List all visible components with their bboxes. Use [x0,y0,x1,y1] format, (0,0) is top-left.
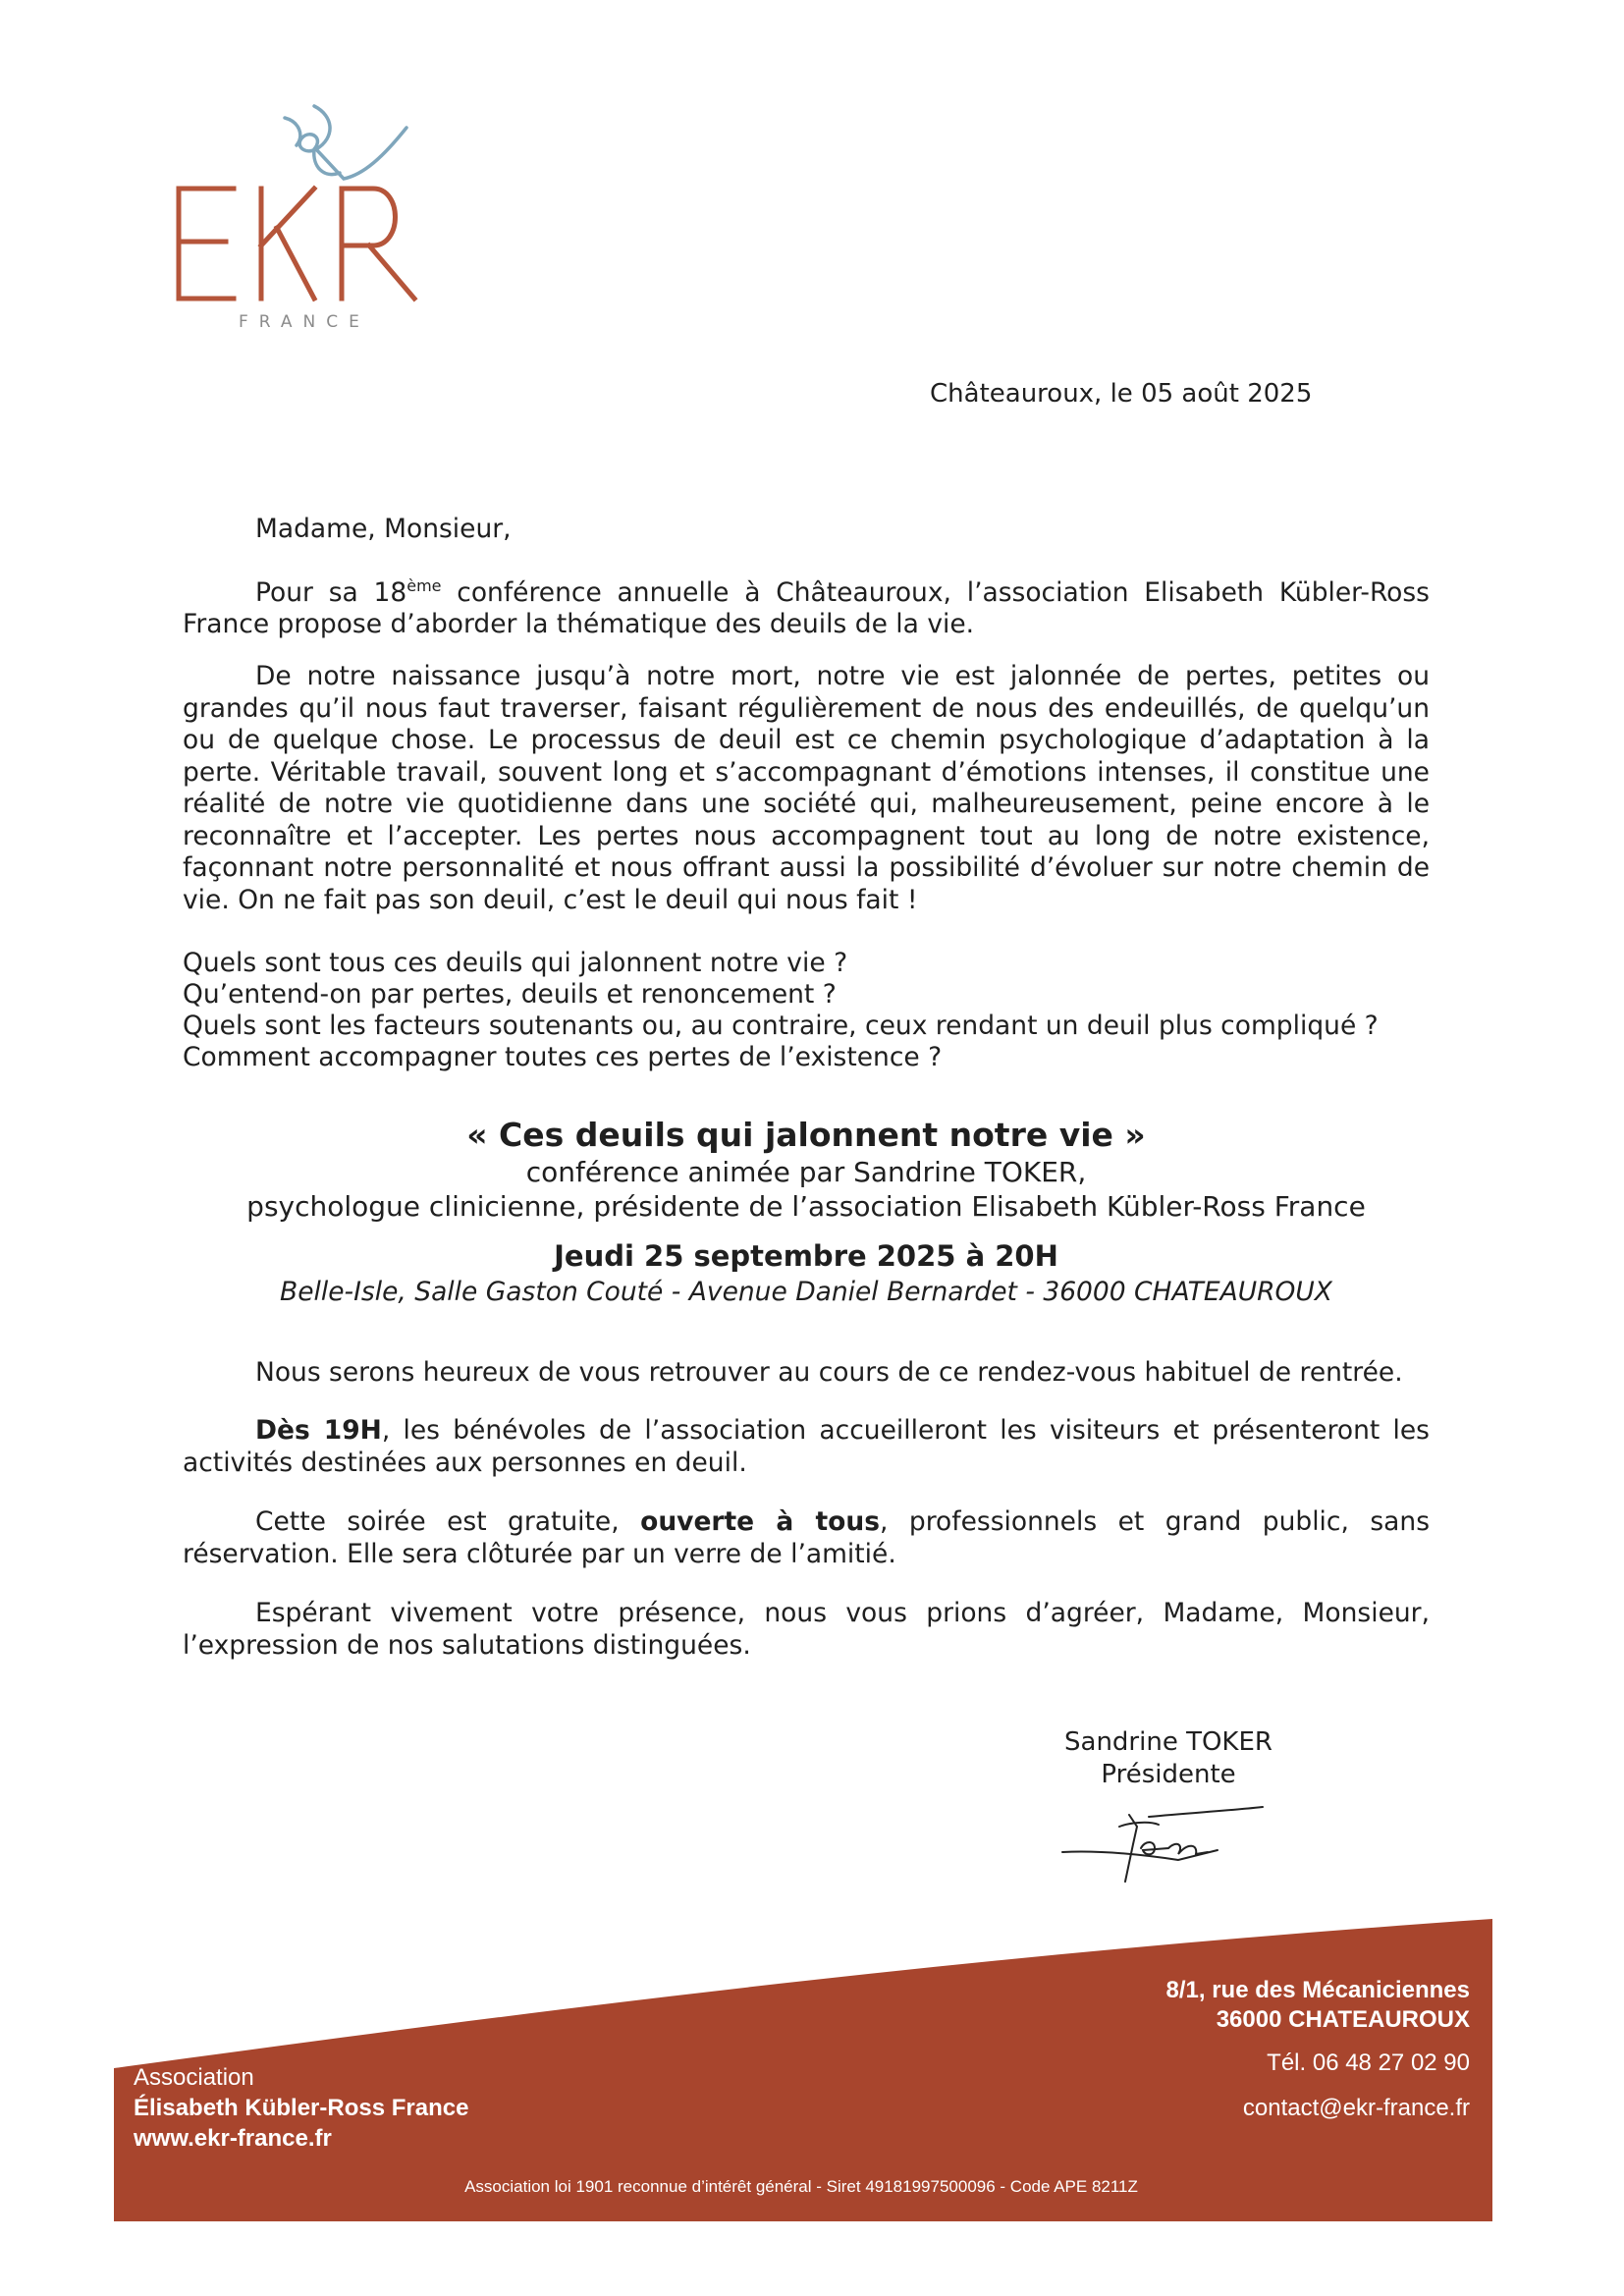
question-4: Comment accompagner toutes ces pertes de l’existence ? [183,1042,943,1072]
paragraph-closing: Espérant vivement votre présence, nous vous prions d’agréer, Madame, Monsieur, l’expression de nos salutations distinguées. [183,1598,1430,1661]
event-speaker: conférence animée par Sandrine TOKER, [525,1156,1087,1188]
body-paragraph: De notre naissance jusqu’à notre mort, notre vie est jalonnée de pertes, petites ou grandes qu’il nous faut traverser, faisant régulièrement de nous des endeuillés, de quelqu’un ou de quelque chose. Le processus de deuil est ce chemin psychologique d’adaptation à la perte. Véritable travail, souvent long et s’accompagnant d’émotions intenses, il constitue une réalité de notre vie quotidienne dans une société qui, malheureusement, peine encore à le reconnaître et l’accepter. Les pertes nous accompagnent tout au long de notre existence, façonnant notre personnalité et nous offrant aussi la possibilité d’évoluer sur notre chemin de vie. On ne fait pas son deuil, c’est le deuil qui nous fait ! [183,661,1430,915]
logo-subtitle: FRANCE [239,312,370,332]
salutation: Madame, Monsieur, [255,514,512,544]
question-2: Qu’entend-on par pertes, deuils et renoncement ? [183,979,837,1010]
paragraph-free-entry: Cette soirée est gratuite, ouverte à tous, professionnels et grand public, sans réservation. Elle sera clôturée par un verre de l’amitié. [183,1506,1431,1569]
question-1: Quels sont tous ces deuils qui jalonnent notre vie ? [183,948,848,978]
question-3: Quels sont les facteurs soutenants ou, au contraire, ceux rendant un deuil plus compliqué ? [183,1011,1379,1041]
footer-address-line1: 8/1, rue des Mécaniciennes [1165,1977,1470,2003]
paragraph-volunteers: Dès 19H, les bénévoles de l’association accueilleront les visiteurs et présenteront les activités destinées aux personnes en deuil. [183,1415,1430,1478]
event-title: « Ces deuils qui jalonnent notre vie » [466,1116,1146,1154]
intro-paragraph: Pour sa 18ème conférence annuelle à Châteauroux, l’association Elisabeth Kübler-Ross France propose d’aborder la thématique des deuils de la vie. [183,576,1430,640]
event-location: Belle-Isle, Salle Gaston Couté - Avenue Daniel Bernardet - 36000 CHATEAUROUX [280,1277,1332,1307]
event-date: Jeudi 25 septembre 2025 à 20H [554,1239,1058,1273]
paragraph-welcome: Nous serons heureux de vous retrouver au cours de ce rendez-vous habituel de rentrée. [255,1357,1403,1388]
footer-legal-notice: Association loi 1901 reconnue d’intérêt général - Siret 49181997500096 - Code APE 8211Z [464,2177,1138,2196]
footer-association-name: Élisabeth Kübler-Ross France [134,2095,469,2121]
footer-email-link[interactable]: contact@ekr-france.fr [1242,2095,1470,2121]
signatory-name: Sandrine TOKER [1064,1727,1272,1757]
footer-association-label: Association [134,2064,254,2091]
footer-phone: Tél. 06 48 27 02 90 [1267,2050,1470,2076]
footer-website-link[interactable]: www.ekr-france.fr [134,2125,332,2152]
footer-address-line2: 36000 CHATEAUROUX [1216,2006,1470,2033]
signatory-title: Présidente [1101,1760,1236,1789]
event-speaker-role: psychologue clinicienne, présidente de l’association Elisabeth Kübler-Ross France [246,1190,1366,1223]
footer-association-block [134,2062,468,2154]
date-line: Châteauroux, le 05 août 2025 [930,379,1313,409]
